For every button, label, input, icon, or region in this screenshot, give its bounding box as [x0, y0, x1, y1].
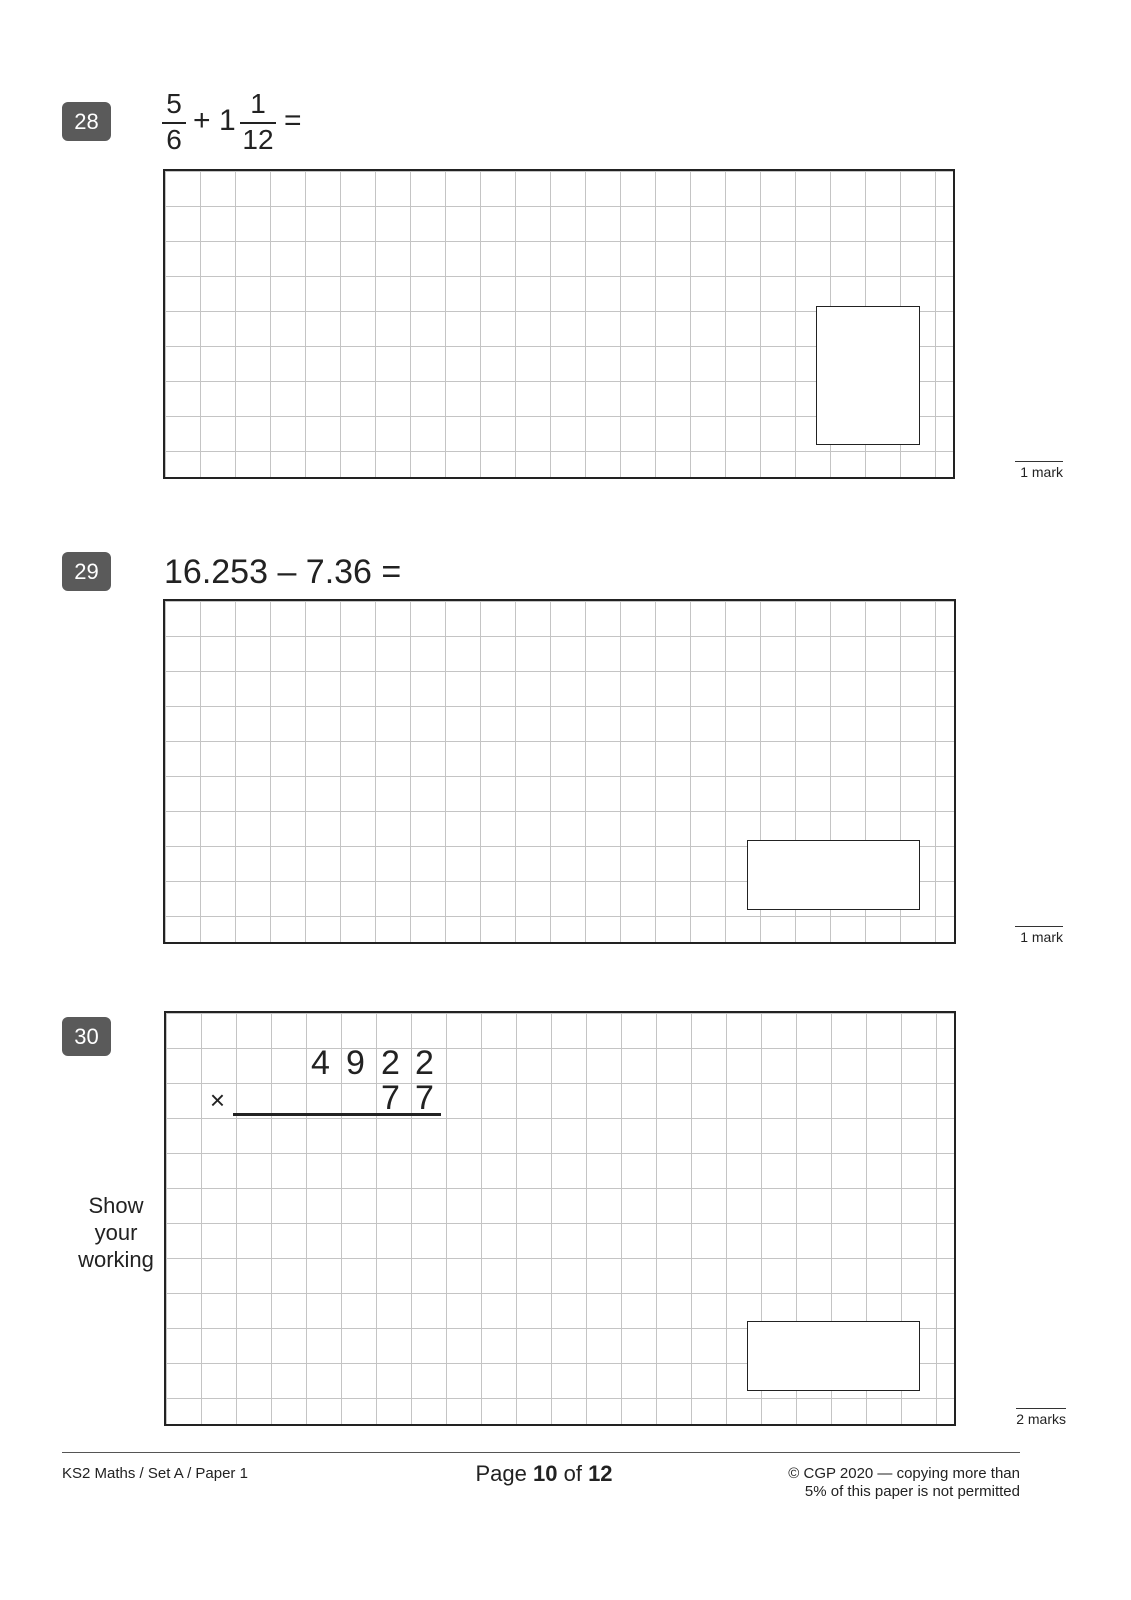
mark-line [1015, 461, 1063, 462]
mark-allocation [1015, 926, 1063, 945]
copyright-line: 5% of this paper is not permitted [804, 1483, 1020, 1500]
multiplier-digit: 7 [381, 1079, 400, 1117]
show-your-working-label [70, 1192, 162, 1273]
equals-sign: = [284, 104, 302, 137]
whole-number: 1 [219, 104, 236, 137]
mark-label: 1 mark [1020, 464, 1063, 480]
calculation-line [233, 1113, 441, 1116]
answer-box[interactable] [747, 1321, 920, 1391]
fraction-five-sixths [162, 88, 186, 156]
question-number-badge: 28 [62, 102, 111, 141]
page-total: 12 [588, 1461, 613, 1486]
multiplicand-digit: 9 [346, 1044, 365, 1082]
question-number-badge: 29 [62, 552, 111, 591]
mark-allocation [1011, 1408, 1066, 1427]
footer-divider [62, 1452, 1020, 1453]
mark-label: 1 mark [1020, 929, 1063, 945]
multiply-sign: × [209, 1085, 226, 1115]
mark-line [1015, 926, 1063, 927]
instruction-line: your [94, 1220, 138, 1245]
answer-box[interactable] [747, 840, 920, 910]
mark-line [1016, 1408, 1066, 1409]
mark-label: 2 marks [1016, 1411, 1066, 1427]
fraction-denominator: 12 [242, 124, 274, 155]
answer-box[interactable] [816, 306, 920, 445]
fraction-numerator: 5 [166, 88, 182, 119]
instruction-line: working [78, 1247, 154, 1272]
page-number [440, 1461, 648, 1487]
plus-sign: + [193, 104, 211, 137]
copyright-notice [770, 1465, 1020, 1501]
instruction-line: Show [88, 1193, 144, 1218]
paper-reference: KS2 Maths / Set A / Paper 1 [62, 1465, 248, 1482]
question-29-expression: 16.253 – 7.36 = [164, 553, 402, 591]
fraction-one-twelfth [240, 88, 276, 156]
fraction-denominator: 6 [166, 124, 182, 155]
fraction-numerator: 1 [250, 88, 266, 119]
multiplicand-digit: 4 [311, 1044, 330, 1082]
page-of: of [563, 1461, 582, 1486]
multiplicand-digit: 2 [381, 1044, 400, 1082]
mark-allocation [1015, 461, 1063, 480]
page-prefix: Page [475, 1461, 527, 1486]
multiplicand-digit: 2 [415, 1044, 434, 1082]
multiplier-digit: 7 [415, 1079, 434, 1117]
copyright-line: © CGP 2020 — copying more than [788, 1465, 1020, 1482]
page-current: 10 [532, 1461, 558, 1486]
question-number-badge: 30 [62, 1017, 111, 1056]
